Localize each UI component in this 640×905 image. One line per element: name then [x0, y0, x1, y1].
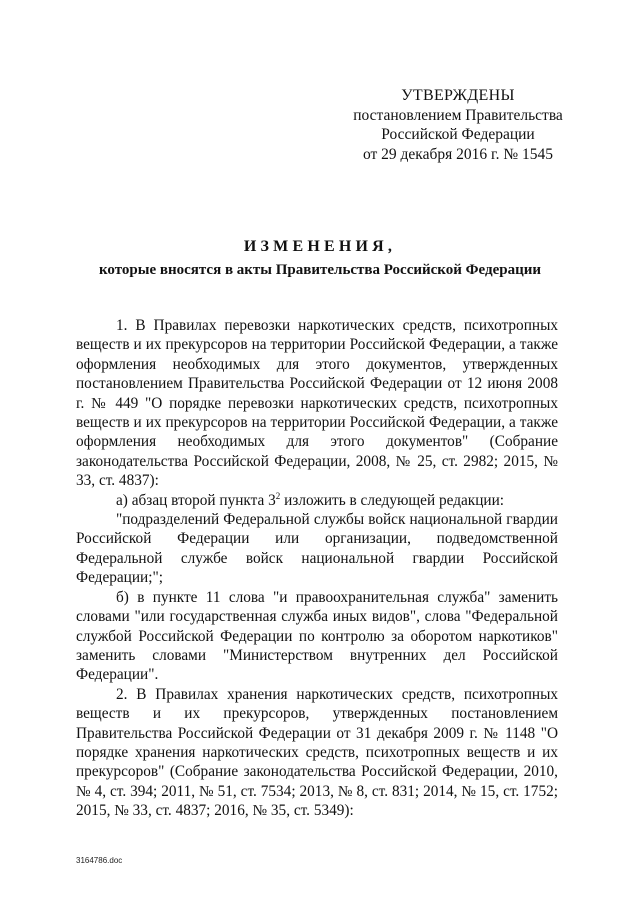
- approval-line-1: постановлением Правительства: [353, 106, 563, 124]
- document-body: [76, 316, 558, 821]
- paragraph-item-1b: б) в пункте 11 слова "и правоохранительная служба" заменить словами "или государственная служба иных видов", слова "Федеральной службой Российской Федерации по контролю за оборотом наркотиков" заменить словами "Министерством внутренних дел Российской Федерации".: [76, 588, 558, 684]
- approval-block: [352, 86, 564, 164]
- approval-line-3: от 29 декабря 2016 г. № 1545: [362, 145, 554, 163]
- paragraph-item-2: 2. В Правилах хранения наркотических средств, психотропных веществ и их прекурсоров, утвержденных постановлением Правительства Российской Федерации от 31 декабря 2009 г. № 1148 "О порядке хранения наркотических средств, психотропных веществ и их прекурсоров" (Собрание законодательства Российской Федерации, 2010, № 4, ст. 394; 2011, № 51, ст. 7534; 2013, № 8, ст. 831; 2014, № 15, ст. 1752; 2015, № 33, ст. 4837; 2016, № 35, ст. 5349):: [76, 685, 558, 820]
- document-title: ИЗМЕНЕНИЯ,: [243, 238, 397, 255]
- approval-heading: УТВЕРЖДЕНЫ: [401, 87, 515, 104]
- paragraph-item-1a-tail: изложить в следующей редакции:: [280, 491, 505, 509]
- paragraph-item-1a: [76, 491, 558, 510]
- file-name-footer: 3164786.doc: [76, 856, 123, 865]
- document-subtitle: которые вносятся в акты Правительства Российской Федерации: [98, 262, 542, 278]
- paragraph-item-1a-superscript: 2: [275, 490, 281, 501]
- paragraph-quote: "подразделений Федеральной службы войск национальной гвардии Российской Федерации или организации, подведомственной Федеральной службе войск национальной гвардии Российской Федерации;";: [76, 511, 558, 587]
- paragraph-item-1: 1. В Правилах перевозки наркотических средств, психотропных веществ и их прекурсоров на территории Российской Федерации, а также оформления необходимых для этого документов, утвержденных постановлением Правительства Российской Федерации от 12 июня 2008 г. № 449 "О порядке перевозки наркотических средств, психотропных веществ и их прекурсоров на территории Российской Федерации, а также оформления необходимых для этого документов" (Собрание законодательства Российской Федерации, 2008, № 25, ст. 2982; 2015, № 33, ст. 4837):: [76, 317, 558, 490]
- paragraph-item-1a-text: а) абзац второй пункта 3: [116, 491, 276, 509]
- approval-line-2: Российской Федерации: [381, 126, 535, 143]
